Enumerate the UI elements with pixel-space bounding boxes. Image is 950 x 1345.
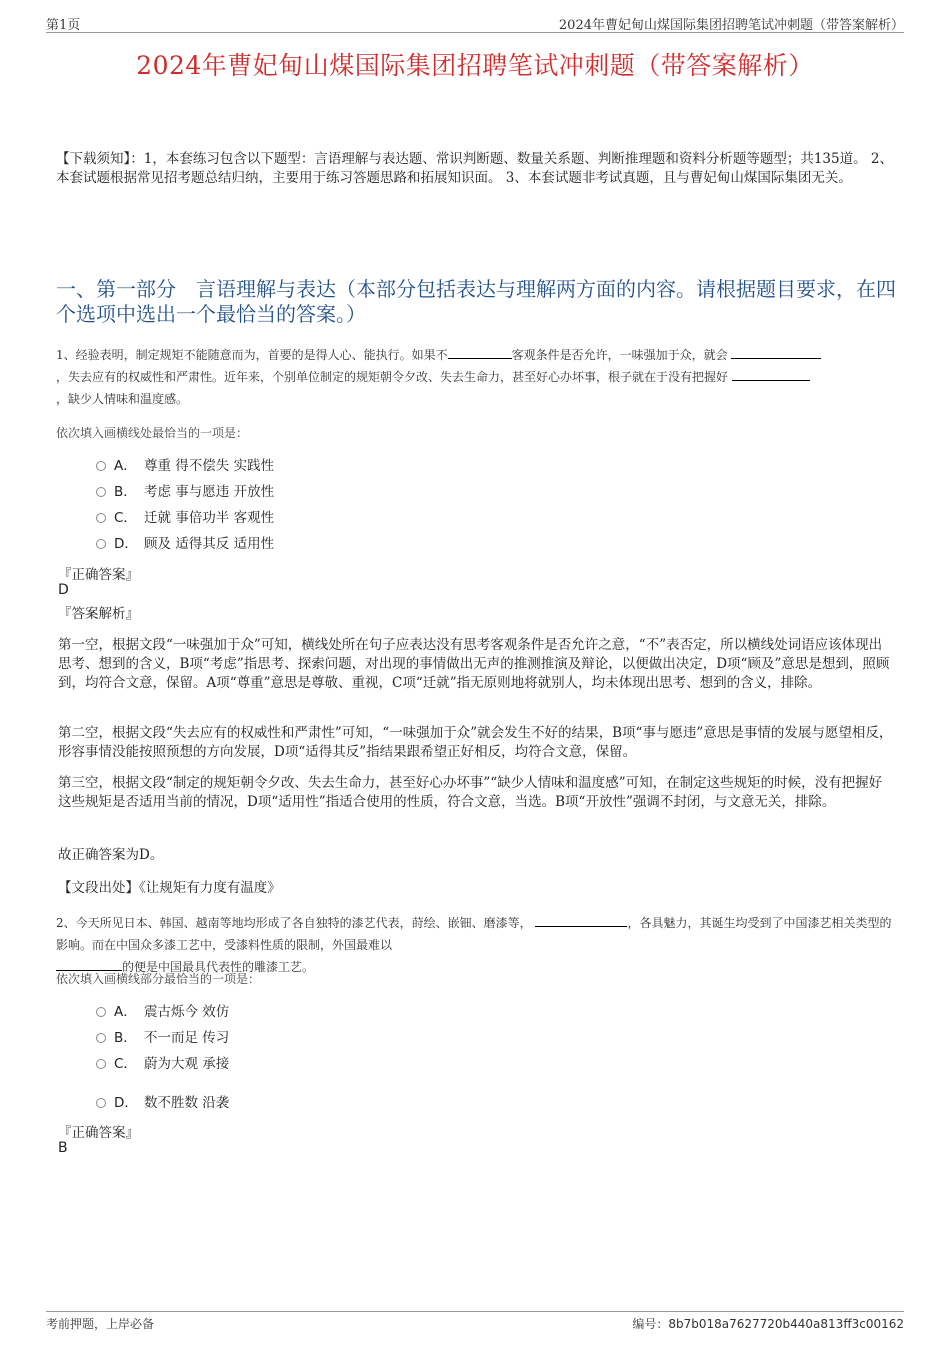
page-number: 第1页 [46, 18, 81, 33]
q2-stem-part-1: 2、今天所见日本、韩国、越南等地均形成了各自独特的漆艺代表，莳绘、嵌钿、磨漆等， [56, 916, 532, 930]
footer-code-label: 编号： [632, 1317, 669, 1331]
radio-icon[interactable] [96, 1033, 106, 1043]
q2-option-d[interactable]: D． 数不胜数 沿袭 [96, 1093, 229, 1113]
q1-option-a[interactable]: A． 尊重 得不偿失 实践性 [96, 456, 274, 476]
q1-blank-2 [731, 346, 821, 359]
q1-source: 【文段出处】《让规矩有力度有温度》 [58, 880, 281, 896]
question-1-stem [56, 344, 898, 410]
radio-icon[interactable] [96, 1098, 106, 1108]
q2-stem-part-3: 的便是中国最具代表性的雕漆工艺。 [122, 960, 315, 974]
q1-answer: D [58, 582, 69, 598]
q1-option-d[interactable]: D． 顾及 适得其反 适用性 [96, 534, 274, 554]
q2-answer: B [58, 1140, 68, 1156]
q2-stem-part-2: ，各具魅力，其诞生均受到了中国漆艺相关类型的影响。而在中国众多漆工艺中，受漆料性质的限制，外国最难以 [56, 916, 892, 952]
radio-icon[interactable] [96, 461, 106, 471]
q1-option-b[interactable]: B． 考虑 事与愿违 开放性 [96, 482, 274, 502]
q1-analysis-conclusion: 故正确答案为D。 [58, 847, 164, 863]
page-title: 2024年曹妃甸山煤国际集团招聘笔试冲刺题（带答案解析） [136, 51, 814, 80]
radio-icon[interactable] [96, 1059, 106, 1069]
footer-slogan: 考前押题，上岸必备 [46, 1317, 155, 1331]
radio-icon[interactable] [96, 513, 106, 523]
radio-icon[interactable] [96, 487, 106, 497]
question-2-instruction: 依次填入画横线部分最恰当的一项是： [56, 972, 261, 986]
footer-code [632, 1315, 904, 1332]
q2-option-b[interactable]: B． 不一而足 传习 [96, 1028, 229, 1048]
footer-divider [46, 1311, 904, 1312]
question-1-instruction: 依次填入画横线处最恰当的一项是： [56, 426, 249, 440]
question-2-stem [56, 912, 898, 978]
q1-stem-part-2: 客观条件是否允许，一味强加于众，就会 [511, 348, 728, 362]
radio-icon[interactable] [96, 539, 106, 549]
q2-option-a[interactable]: A． 震古烁今 效仿 [96, 1002, 229, 1022]
section-heading: 一、第一部分 言语理解与表达（本部分包括表达与理解两方面的内容。请根据题目要求，在四个选项中选出一个最恰当的答案。） [56, 277, 896, 326]
footer-code-value: 8b7b018a7627720b440a813ff3c00162 [668, 1317, 904, 1331]
q1-stem-part-3: ，失去应有的权威性和严肃性。近年来，个别单位制定的规矩朝令夕改、失去生命力，甚至好心办坏事，根子就在于没有把握好 [56, 370, 729, 384]
q2-blank-1 [535, 914, 627, 927]
q1-blank-3 [732, 368, 810, 381]
download-notice: 【下载须知】：1，本套练习包含以下题型：言语理解与表达题、常识判断题、数量关系题、判断推理题和资料分析题等题型；共135道。 2、本套试题根据常见招考题总结归纳，主要用于练习答题思路和拓展知识面。 3、本套试题非考试真题，且与曹妃甸山煤国际集团无关。 [56, 151, 893, 186]
q1-stem-part-1: 1、经验表明，制定规矩不能随意而为，首要的是得人心、能执行。如果不 [56, 348, 448, 362]
q1-analysis-para-2: 第二空，根据文段“失去应有的权威性和严肃性”可知，“一味强加于众”就会发生不好的结果，B项“事与愿违”意思是事情的发展与愿望相反，形容事情没能按照预想的方向发展，D项“适得其反”指结果跟希望正好相反，均符合文意，保留。 [58, 725, 893, 760]
q1-answer-label: 『正确答案』 [58, 567, 139, 583]
radio-icon[interactable] [96, 1007, 106, 1017]
header-divider [46, 32, 904, 33]
q1-option-c[interactable]: C． 迁就 事倍功半 客观性 [96, 508, 274, 528]
q2-answer-label: 『正确答案』 [58, 1125, 139, 1141]
q1-analysis-para-1: 第一空，根据文段“一味强加于众”可知，横线处所在句子应表达没有思考客观条件是否允许之意，“不”表否定，所以横线处词语应该体现出思考、想到的含义，B项“考虑”指思考、探索问题，对出现的事情做出无声的推测推演及辩论，以便做出决定，D项“顾及”意思是想到，照顾到，均符合文意，保留。A项“尊重”意思是尊敬、重视，C项“迁就”指无原则地将就别人，均未体现出思考、想到的含义，排除。 [58, 637, 890, 691]
q1-analysis-label: 『答案解析』 [58, 606, 139, 622]
q2-option-c[interactable]: C． 蔚为大观 承接 [96, 1054, 229, 1074]
header-doc-title: 2024年曹妃甸山煤国际集团招聘笔试冲刺题（带答案解析） [558, 18, 904, 33]
q1-stem-part-4: ，缺少人情味和温度感。 [56, 392, 189, 406]
q1-blank-1 [448, 346, 512, 359]
q1-analysis-para-3: 第三空，根据文段“制定的规矩朝令夕改、失去生命力，甚至好心办坏事”“缺少人情味和温度感”可知，在制定这些规矩的时候，没有把握好这些规矩是否适用当前的情况，D项“适用性”指适合使用的性质，符合文意，当选。B项“开放性”强调不封闭，与文意无关，排除。 [58, 775, 883, 810]
